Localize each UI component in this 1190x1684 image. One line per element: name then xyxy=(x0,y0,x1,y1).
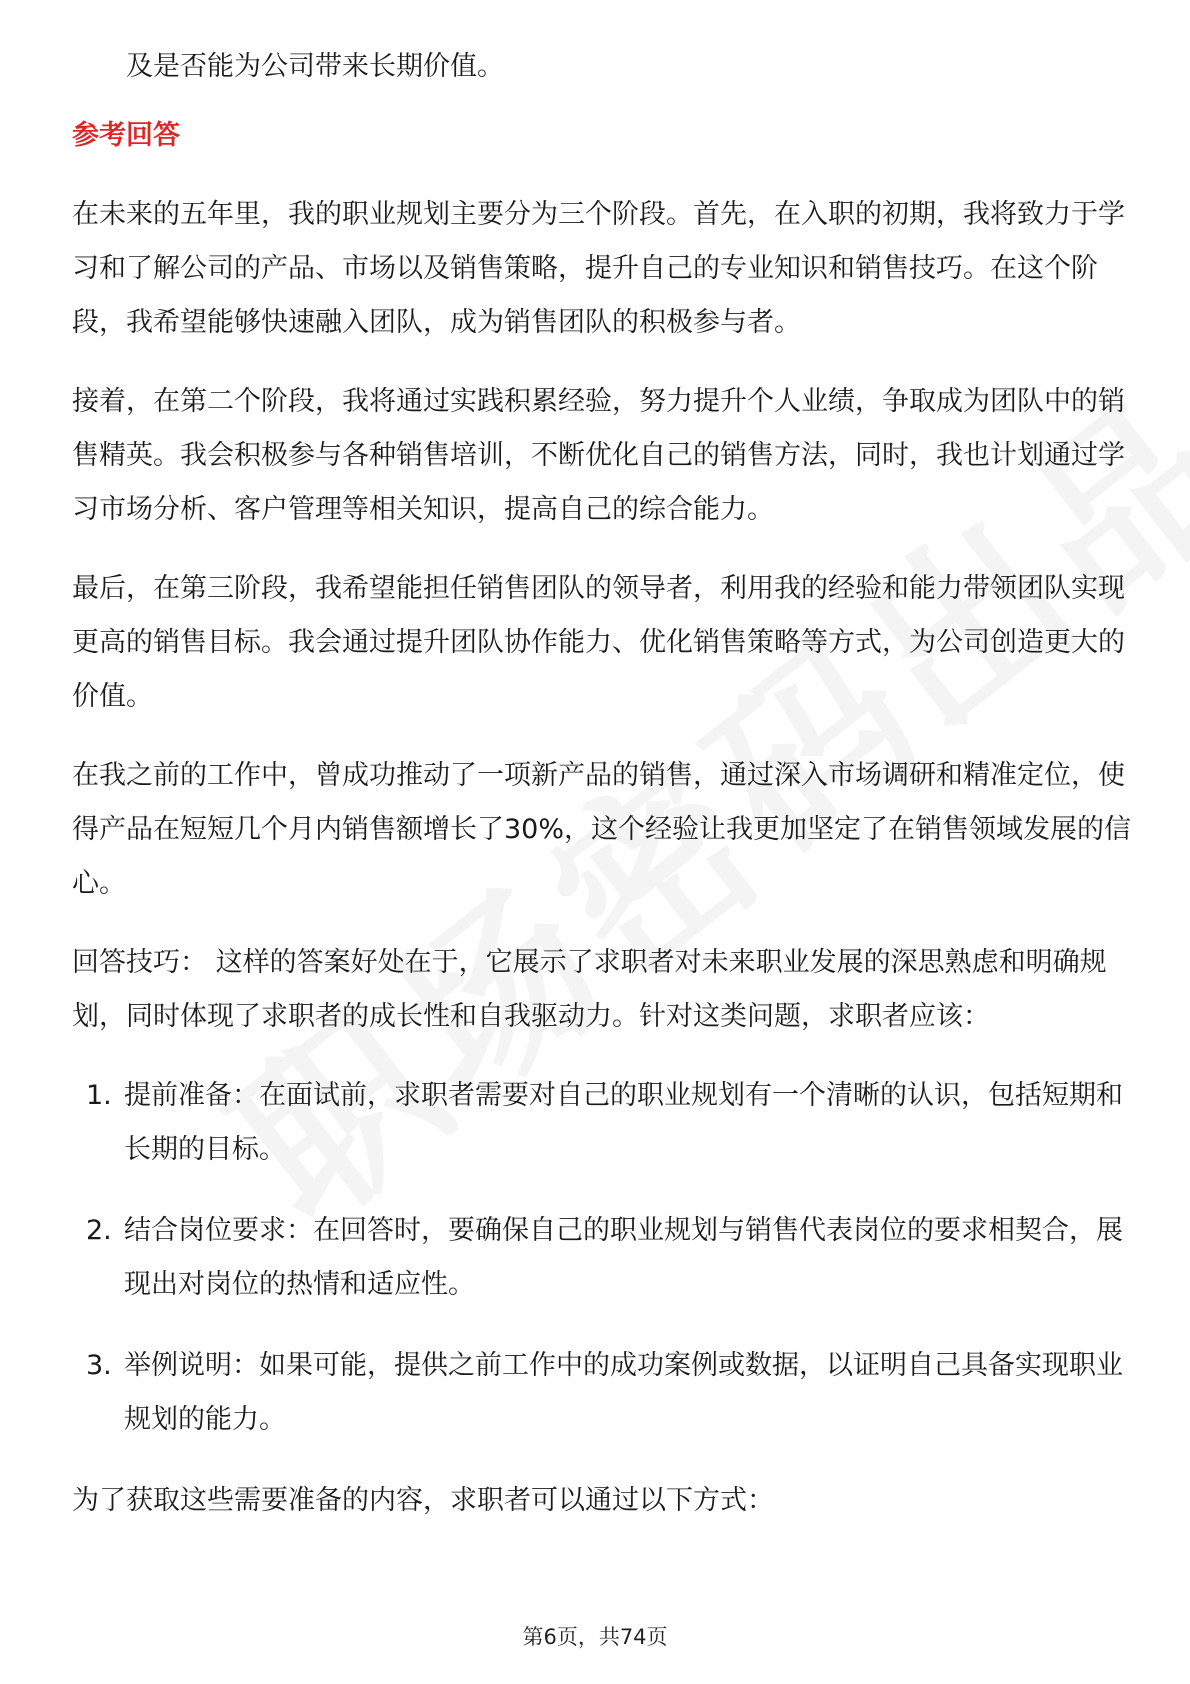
list-item-text: 结合岗位要求：在回答时，要确保自己的职业规划与销售代表岗位的要求相契合，展现出对岗位的热情和适应性。 xyxy=(124,1215,1123,1300)
page-number-footer: 第6页，共74页 xyxy=(522,1625,668,1649)
paragraph-stage-three: 最后，在第三阶段，我希望能担任销售团队的领导者，利用我的经验和能力带领团队实现更高的销售目标。我会通过提升团队协作能力、优化销售策略等方式，为公司创造更大的价值。 xyxy=(72,573,1125,712)
list-item-number: 2. xyxy=(86,1215,112,1246)
list-item-number: 1. xyxy=(86,1080,112,1111)
tips-list xyxy=(72,1069,1132,1447)
document-page xyxy=(72,40,1132,1528)
paragraph-experience: 在我之前的工作中，曾成功推动了一项新产品的销售，通过深入市场调研和精准定位，使得产品在短短几个月内销售额增长了30%，这个经验让我更加坚定了在销售领域发展的信心。 xyxy=(72,760,1132,899)
paragraph-stage-one: 在未来的五年里，我的职业规划主要分为三个阶段。首先，在入职的初期，我将致力于学习和了解公司的产品、市场以及销售策略，提升自己的专业知识和销售技巧。在这个阶段，我希望能够快速融入团队，成为销售团队的积极参与者。 xyxy=(72,199,1125,338)
paragraph-answer-tips: 回答技巧： 这样的答案好处在于，它展示了求职者对未来职业发展的深思熟虑和明确规划，同时体现了求职者的成长性和自我驱动力。针对这类问题，求职者应该： xyxy=(72,947,1107,1032)
list-item-number: 3. xyxy=(86,1350,112,1381)
list-item-text: 举例说明：如果可能，提供之前工作中的成功案例或数据，以证明自己具备实现职业规划的能力。 xyxy=(124,1350,1123,1435)
closing-line: 为了获取这些需要准备的内容，求职者可以通过以下方式： xyxy=(72,1485,774,1516)
list-item xyxy=(72,1204,1132,1312)
section-heading: 参考回答 xyxy=(72,120,180,151)
list-item xyxy=(72,1069,1132,1177)
intro-continuation: 及是否能为公司带来长期价值。 xyxy=(126,51,504,82)
list-item xyxy=(72,1339,1132,1447)
list-item-text: 提前准备：在面试前，求职者需要对自己的职业规划有一个清晰的认识，包括短期和长期的目标。 xyxy=(124,1080,1123,1165)
paragraph-stage-two: 接着，在第二个阶段，我将通过实践积累经验，努力提升个人业绩，争取成为团队中的销售精英。我会积极参与各种销售培训，不断优化自己的销售方法，同时，我也计划通过学习市场分析、客户管理等相关知识，提高自己的综合能力。 xyxy=(72,386,1125,525)
